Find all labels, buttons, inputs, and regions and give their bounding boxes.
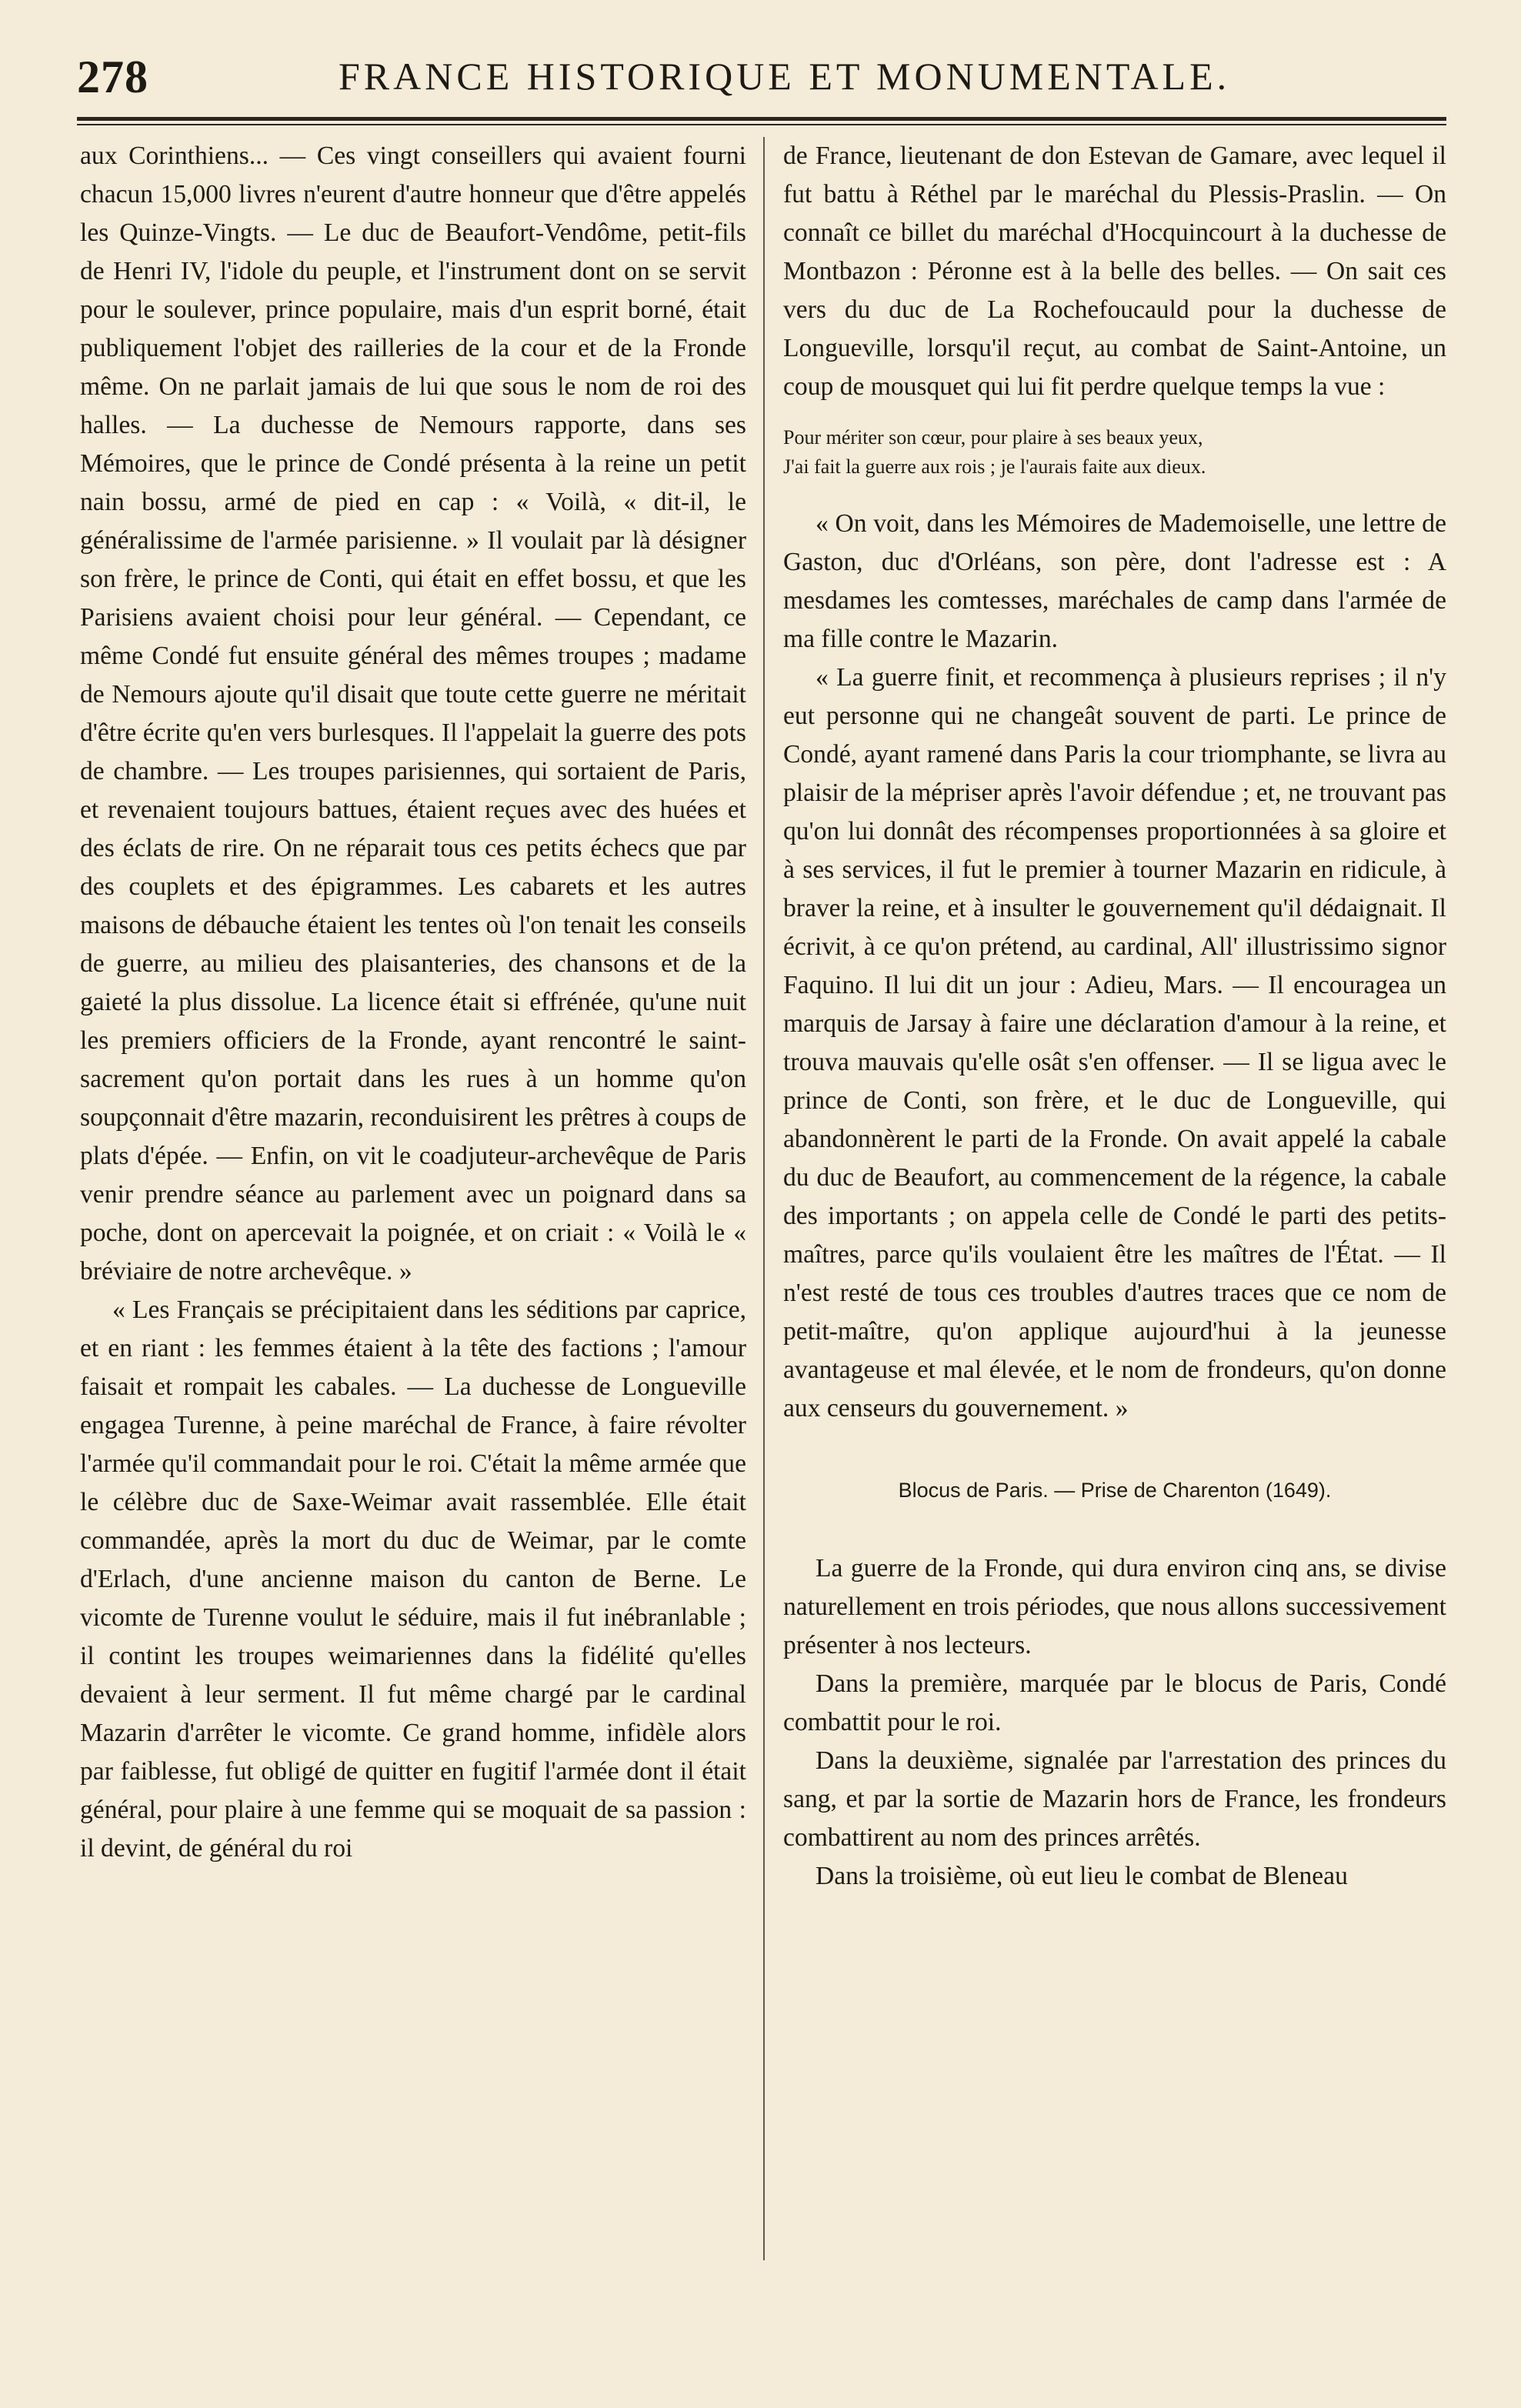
paragraph: Dans la troisième, où eut lieu le combat de Bleneau — [816, 1862, 1348, 1890]
verse-quote — [783, 423, 1446, 482]
page-number: 278 — [77, 52, 148, 102]
header-rule-thick — [77, 117, 1446, 121]
paragraph: aux Corinthiens... — Ces vingt conseillers qui avaient fourni chacun 15,000 livres n'eurent d'autre honneur que d'être appelés les Quinze-Vingts. — Le duc de Beaufort-Vendôme, petit-fils de Henri IV, l'idole du peuple, et l'instrument dont on se servit pour le soulever, prince populaire, mais d'un esprit borné, était publiquement l'objet des railleries de la cour et de la Fronde même. On ne parlait jamais de lui que sous le nom de roi des halles. — La duchesse de Nemours rapporte, dans ses Mémoires, que le prince de Condé présenta à la reine un petit nain bossu, armé de pied en cap : « Voilà, « dit-il, le généralissime de l'armée parisienne. » Il voulait par là désigner son frère, le prince de Conti, qui était en effet bossu, et que les Parisiens avaient choisi pour leur général. — Cependant, ce même Condé fut ensuite général des mêmes troupes ; madame de Nemours ajoute qu'il disait que toute cette guerre ne méritait d'être écrite qu'en vers burlesques. Il l'appelait la guerre des pots de chambre. — Les troupes parisiennes, qui sortaient de Paris, et revenaient toujours battues, étaient reçues avec des huées et des éclats de rire. On ne réparait tous ces petits échecs que par des couplets et des épigrammes. Les cabarets et les autres maisons de débauche étaient les tentes où l'on tenait les conseils de guerre, au milieu des plaisanteries, des chansons et de la gaieté la plus dissolue. La licence était si effrénée, qu'une nuit les premiers officiers de la Fronde, ayant rencontré le saint-sacrement qu'on portait dans les rues à un homme qu'on soupçonnait d'être mazarin, reconduisirent les prêtres à coups de plats d'épée. — Enfin, on vit le coadjuteur-archevêque de Paris venir prendre séance au parlement avec un poignard dans sa poche, dont on apercevait la poignée, et on criait : « Voilà le « bréviaire de notre archevêque. » — [80, 142, 746, 1286]
left-column — [80, 137, 746, 1868]
column-divider — [763, 137, 765, 2260]
paragraph: Dans la deuxième, signalée par l'arrestation des princes du sang, et par la sortie de Mazarin hors de France, les frondeurs combattirent au nom des princes arrêtés. — [783, 1746, 1446, 1852]
page-header — [0, 43, 1521, 112]
right-column — [783, 137, 1446, 1896]
paragraph: de France, lieutenant de don Estevan de Gamare, avec lequel il fut battu à Réthel par le maréchal du Plessis-Praslin. — On connaît ce billet du maréchal d'Hocquincourt à la duchesse de Montbazon : Péronne est à la belle des belles. — On sait ces vers du duc de La Rochefoucauld pour la duchesse de Longueville, lorsqu'il reçut, au combat de Saint-Antoine, un coup de mousquet qui lui fit perdre quelque temps la vue : — [783, 142, 1446, 401]
section-caption: Blocus de Paris. — Prise de Charenton (1649). — [898, 1479, 1332, 1502]
running-title: FRANCE HISTORIQUE ET MONUMENTALE. — [339, 55, 1231, 98]
header-rule-thin — [77, 124, 1446, 125]
verse-line: J'ai fait la guerre aux rois ; je l'aurais faite aux dieux. — [783, 455, 1206, 478]
paragraph: Dans la première, marquée par le blocus de Paris, Condé combattit pour le roi. — [783, 1669, 1446, 1736]
paragraph: « La guerre finit, et recommença à plusieurs reprises ; il n'y eut personne qui ne changeât souvent de parti. Le prince de Condé, ayant ramené dans Paris la cour triomphante, se livra au plaisir de la mépriser après l'avoir défendue ; et, ne trouvant pas qu'on lui donnât des récompenses proportionnées à sa gloire et à ses services, il fut le premier à tourner Mazarin en ridicule, à braver la reine, et à insulter le gouvernement qu'il dédaignait. Il écrivit, à ce qu'on prétend, au cardinal, All' illustrissimo signor Faquino. Il lui dit un jour : Adieu, Mars. — Il encouragea un marquis de Jarsay à faire une déclaration d'amour à la reine, et trouva mauvais qu'elle osât s'en offenser. — Il se ligua avec le prince de Conti, son frère, et le duc de Longueville, qui abandonnèrent le parti de la Fronde. On avait appelé la cabale du duc de Beaufort, au commencement de la régence, la cabale des importants ; on appela celle de Condé le parti des petits-maîtres, parce qu'ils voulaient être les maîtres de l'État. — Il n'est resté de tous ces troubles d'autres traces que ce nom de petit-maître, qu'on applique aujourd'hui à la jeunesse avantageuse et mal élevée, et le nom de frondeurs, qu'on donne aux censeurs du gouvernement. » — [783, 663, 1446, 1422]
paragraph: La guerre de la Fronde, qui dura environ cinq ans, se divise naturellement en trois périodes, que nous allons successivement présenter à nos lecteurs. — [783, 1554, 1446, 1659]
paragraph: « Les Français se précipitaient dans les séditions par caprice, et en riant : les femmes étaient à la tête des factions ; l'amour faisait et rompait les cabales. — La duchesse de Longueville engagea Turenne, à peine maréchal de France, à faire révolter l'armée qu'il commandait pour le roi. C'était la même armée que le célèbre duc de Saxe-Weimar avait rassemblée. Elle était commandée, après la mort du duc de Weimar, par le comte d'Erlach, d'une ancienne maison du canton de Berne. Le vicomte de Turenne voulut le séduire, mais il fut inébranlable ; il contint les troupes weimariennes dans la fidélité qu'elles devaient à leur serment. Il fut même chargé par le cardinal Mazarin d'arrêter le vicomte. Ce grand homme, infidèle alors par faiblesse, fut obligé de quitter en fugitif l'armée dont il était général, pour plaire à une femme qui se moquait de sa passion : il devint, de général du roi — [80, 1296, 746, 1863]
paragraph: « On voit, dans les Mémoires de Mademoiselle, une lettre de Gaston, duc d'Orléans, son père, dont l'adresse est : A mesdames les comtesses, maréchales de camp dans l'armée de ma fille contre le Mazarin. — [783, 509, 1446, 653]
verse-line: Pour mériter son cœur, pour plaire à ses beaux yeux, — [783, 426, 1203, 449]
